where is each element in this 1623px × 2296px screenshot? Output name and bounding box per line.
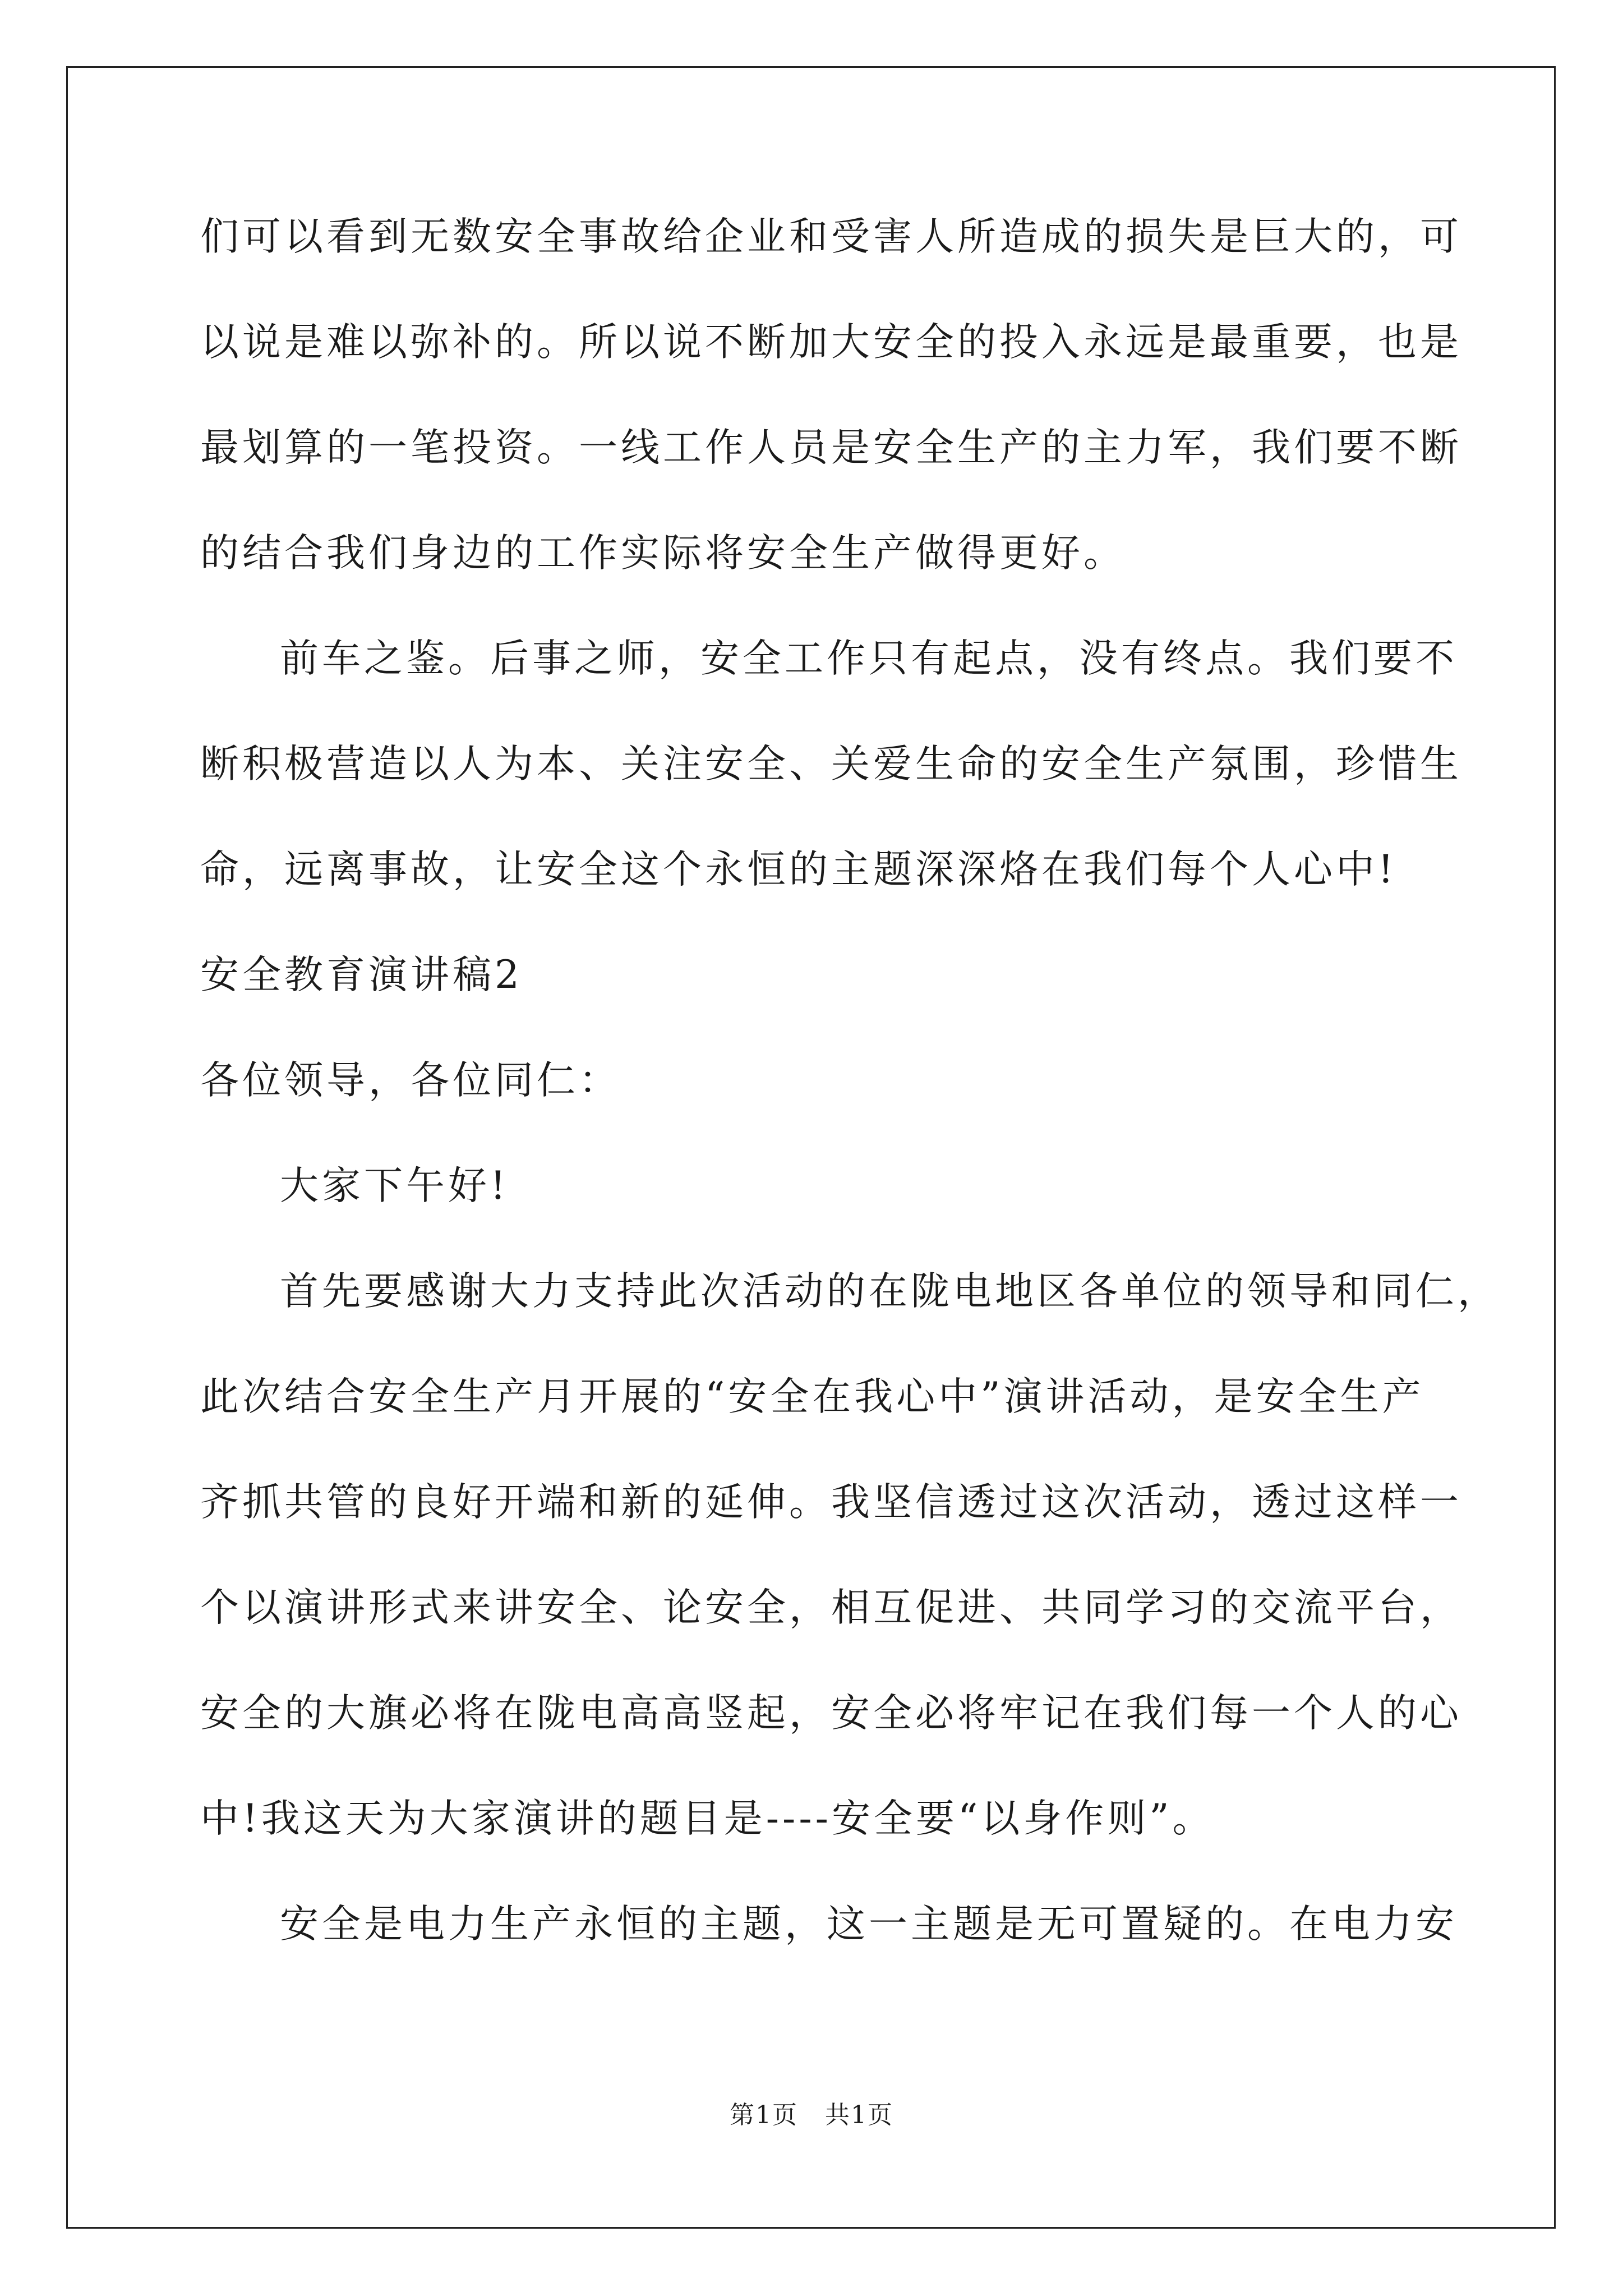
salutation: 各位领导，各位同仁： bbox=[200, 1058, 621, 1103]
text-line: 齐抓共管的良好开端和新的延伸。我坚信透过这次活动，透过这样一 bbox=[200, 1480, 1462, 1525]
text-line: 最划算的一笔投资。一线工作人员是安全生产的主力军，我们要不断 bbox=[200, 425, 1462, 470]
text-line: 们可以看到无数安全事故给企业和受害人所造成的损失是巨大的，可 bbox=[200, 214, 1462, 259]
text-line: 安全是电力生产永恒的主题，这一主题是无可置疑的。在电力安 bbox=[280, 1902, 1458, 1947]
greeting: 大家下午好! bbox=[280, 1163, 509, 1208]
document-body bbox=[200, 210, 1500, 1950]
text-line: 断积极营造以人为本、关注安全、关爱生命的安全生产氛围，珍惜生 bbox=[200, 742, 1462, 786]
text-line: 个以演讲形式来讲安全、论安全，相互促进、共同学习的交流平台， bbox=[200, 1585, 1462, 1630]
text-line: 以说是难以弥补的。所以说不断加大安全的投入永远是最重要，也是 bbox=[200, 320, 1462, 365]
text-line: 前车之鉴。后事之师，安全工作只有起点，没有终点。我们要不 bbox=[280, 636, 1458, 681]
text-line: 首先要感谢大力支持此次活动的在陇电地区各单位的领导和同仁， bbox=[280, 1269, 1500, 1314]
text-line: 命，远离事故，让安全这个永恒的主题深深烙在我们每个人心中! bbox=[200, 847, 1397, 892]
page-footer bbox=[0, 2100, 1623, 2131]
section-heading: 安全教育演讲稿2 bbox=[200, 953, 523, 997]
text-line: 的结合我们身边的工作实际将安全生产做得更好。 bbox=[200, 531, 1126, 576]
page-number: 第1页 bbox=[730, 2101, 798, 2129]
text-line: 安全的大旗必将在陇电高高竖起，安全必将牢记在我们每一个人的心 bbox=[200, 1691, 1462, 1736]
page-total: 共1页 bbox=[825, 2101, 893, 2129]
text-line: 此次结合安全生产月开展的“安全在我心中”演讲活动，是安全生产 bbox=[200, 1374, 1424, 1419]
text-line: 中!我这天为大家演讲的题目是----安全要“以身作则”。 bbox=[200, 1796, 1215, 1841]
